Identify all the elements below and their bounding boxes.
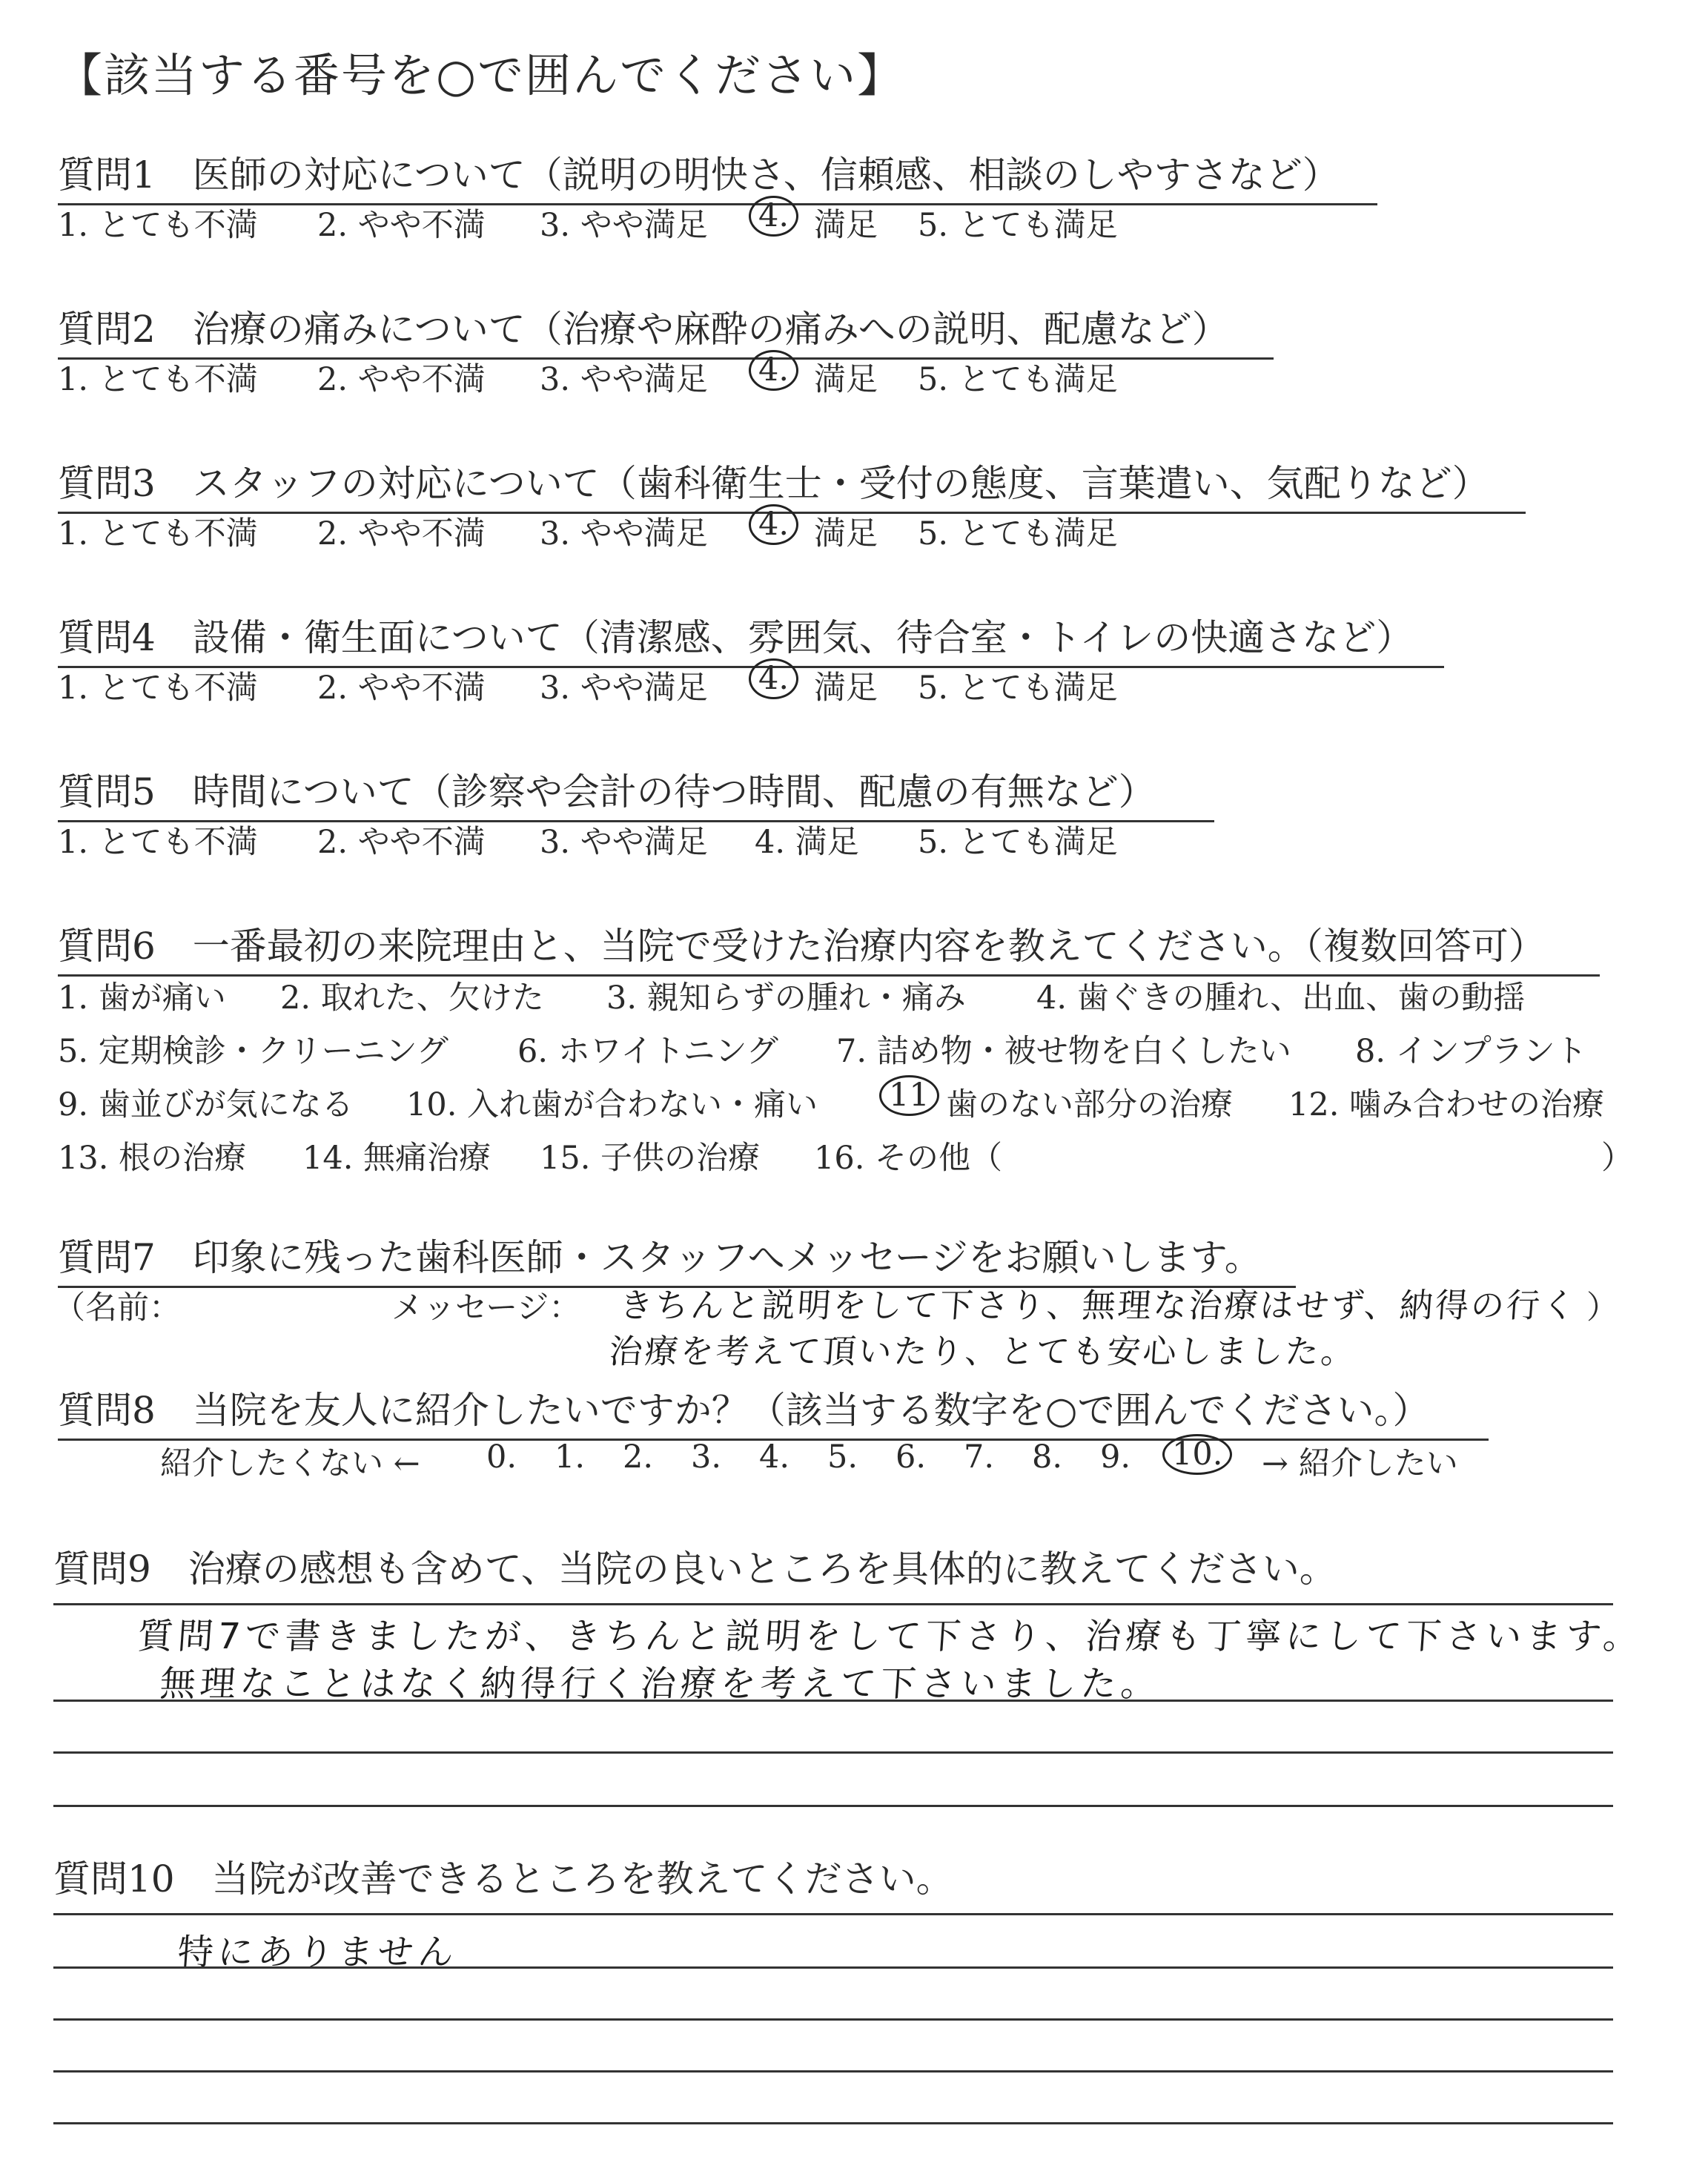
option-6[interactable]: 6. ホワイトニング bbox=[517, 1033, 778, 1070]
question-8-title: 質問8 当院を友人に紹介したいですか？（該当する数字を○で囲んでください。） bbox=[58, 1381, 1489, 1441]
question-7-title: 質問7 印象に残った歯科医師・スタッフへメッセージをお願いします。 bbox=[58, 1228, 1296, 1288]
scale-6[interactable]: 6. bbox=[896, 1439, 927, 1476]
message-handwritten-line-2[interactable]: 治療を考えて頂いたり、とても安心しました。 bbox=[607, 1332, 1358, 1371]
scale-3[interactable]: 3. bbox=[691, 1439, 722, 1476]
option-4-label: 満足 bbox=[814, 670, 878, 707]
option-3[interactable]: 3. やや満足 bbox=[540, 824, 708, 861]
option-5[interactable]: 5. とても満足 bbox=[918, 515, 1118, 552]
question-5-title: 質問5 時間について（診察や会計の待つ時間、配慮の有無など） bbox=[58, 762, 1214, 822]
option-16[interactable]: 16. その他（ bbox=[814, 1140, 1003, 1177]
question-3-title: 質問3 スタッフの対応について（歯科衛生士・受付の態度、言葉遣い、気配りなど） bbox=[58, 454, 1526, 514]
answer-line bbox=[53, 2018, 1613, 2021]
scale-right-label: → 紹介したい bbox=[1262, 1445, 1458, 1482]
answer-line bbox=[53, 1913, 1613, 1915]
option-2[interactable]: 2. やや不満 bbox=[317, 670, 486, 707]
option-4-label: 満足 bbox=[814, 207, 878, 244]
option-2[interactable]: 2. やや不満 bbox=[317, 361, 486, 398]
option-2[interactable]: 2. やや不満 bbox=[317, 515, 486, 552]
option-3[interactable]: 3. 親知らずの腫れ・痛み bbox=[606, 980, 966, 1017]
option-5[interactable]: 5. とても満足 bbox=[918, 824, 1118, 861]
message-handwritten-line-1[interactable]: きちんと説明をして下さり、無理な治療はせず、納得の行く bbox=[618, 1286, 1579, 1325]
name-label: （名前： bbox=[53, 1289, 181, 1327]
answer-line bbox=[53, 1751, 1613, 1754]
option-9[interactable]: 9. 歯並びが気になる bbox=[58, 1086, 354, 1123]
scale-left-label: 紹介したくない ← bbox=[160, 1445, 420, 1482]
option-11-circled[interactable]: 11 bbox=[879, 1075, 939, 1116]
option-7[interactable]: 7. 詰め物・被せ物を白くしたい bbox=[836, 1033, 1291, 1070]
message-close-paren: ） bbox=[1586, 1289, 1618, 1327]
q10-answer[interactable]: 特にありません bbox=[176, 1932, 460, 1973]
scale-0[interactable]: 0. bbox=[486, 1439, 517, 1476]
option-10[interactable]: 10. 入れ歯が合わない・痛い bbox=[406, 1086, 818, 1123]
option-1[interactable]: 1. とても不満 bbox=[58, 670, 258, 707]
question-9-title: 質問9 治療の感想も含めて、当院の良いところを具体的に教えてください。 bbox=[53, 1548, 1337, 1591]
question-10-title: 質問10 当院が改善できるところを教えてください。 bbox=[53, 1857, 953, 1900]
option-4[interactable]: 4. 満足 bbox=[755, 824, 859, 861]
option-4-label: 満足 bbox=[814, 361, 878, 398]
message-label: メッセージ： bbox=[391, 1289, 581, 1327]
answer-line bbox=[53, 1805, 1613, 1807]
scale-7[interactable]: 7. bbox=[964, 1439, 995, 1476]
option-14[interactable]: 14. 無痛治療 bbox=[302, 1140, 491, 1177]
option-1[interactable]: 1. 歯が痛い bbox=[58, 980, 226, 1017]
option-2[interactable]: 2. やや不満 bbox=[317, 207, 486, 244]
option-11-label: 歯のない部分の治療 bbox=[946, 1086, 1233, 1123]
option-15[interactable]: 15. 子供の治療 bbox=[540, 1140, 761, 1177]
q9-answer-line-1[interactable]: 質問7で書きましたが、きちんと説明をして下さり、治療も丁寧にして下さいます。 bbox=[136, 1616, 1645, 1657]
option-1[interactable]: 1. とても不満 bbox=[58, 824, 258, 861]
answer-line bbox=[53, 1603, 1613, 1605]
option-4-circled[interactable]: 4. bbox=[749, 504, 798, 545]
scale-8[interactable]: 8. bbox=[1032, 1439, 1063, 1476]
scale-1[interactable]: 1. bbox=[555, 1439, 586, 1476]
option-3[interactable]: 3. やや満足 bbox=[540, 670, 708, 707]
scale-5[interactable]: 5. bbox=[827, 1439, 858, 1476]
option-4-circled[interactable]: 4. bbox=[749, 196, 798, 237]
option-8[interactable]: 8. インプラント bbox=[1355, 1033, 1587, 1070]
option-3[interactable]: 3. やや満足 bbox=[540, 207, 708, 244]
option-2[interactable]: 2. やや不満 bbox=[317, 824, 486, 861]
option-4-label: 満足 bbox=[814, 515, 878, 552]
question-2-title: 質問2 治療の痛みについて（治療や麻酔の痛みへの説明、配慮など） bbox=[58, 300, 1274, 360]
option-4-circled[interactable]: 4. bbox=[749, 658, 798, 699]
option-4-circled[interactable]: 4. bbox=[749, 350, 798, 391]
scale-2[interactable]: 2. bbox=[623, 1439, 654, 1476]
q9-answer-line-2[interactable]: 無理なことはなく納得行く治療を考えて下さいました。 bbox=[158, 1663, 1162, 1705]
option-1[interactable]: 1. とても不満 bbox=[58, 361, 258, 398]
scale-10-circled[interactable]: 10. bbox=[1162, 1434, 1232, 1475]
option-5[interactable]: 5. とても満足 bbox=[918, 361, 1118, 398]
answer-line bbox=[53, 2122, 1613, 2124]
option-1[interactable]: 1. とても不満 bbox=[58, 207, 258, 244]
question-6-title: 質問6 一番最初の来院理由と、当院で受けた治療内容を教えてください。（複数回答可） bbox=[58, 916, 1600, 977]
option-13[interactable]: 13. 根の治療 bbox=[58, 1140, 247, 1177]
option-16-close-paren: ） bbox=[1601, 1140, 1633, 1177]
answer-line bbox=[53, 1966, 1613, 1969]
option-5[interactable]: 5. とても満足 bbox=[918, 670, 1118, 707]
scale-4[interactable]: 4. bbox=[759, 1439, 790, 1476]
option-2[interactable]: 2. 取れた、欠けた bbox=[280, 980, 544, 1017]
question-4-title: 質問4 設備・衛生面について（清潔感、雰囲気、待合室・トイレの快適さなど） bbox=[58, 608, 1444, 668]
option-3[interactable]: 3. やや満足 bbox=[540, 515, 708, 552]
option-1[interactable]: 1. とても不満 bbox=[58, 515, 258, 552]
option-12[interactable]: 12. 噛み合わせの治療 bbox=[1288, 1086, 1605, 1123]
option-5[interactable]: 5. とても満足 bbox=[918, 207, 1118, 244]
scale-9[interactable]: 9. bbox=[1100, 1439, 1131, 1476]
answer-line bbox=[53, 2070, 1613, 2073]
option-4[interactable]: 4. 歯ぐきの腫れ、出血、歯の動揺 bbox=[1036, 980, 1526, 1017]
option-3[interactable]: 3. やや満足 bbox=[540, 361, 708, 398]
question-1-title: 質問1 医師の対応について（説明の明快さ、信頼感、相談のしやすさなど） bbox=[58, 145, 1377, 205]
option-5[interactable]: 5. 定期検診・クリーニング bbox=[58, 1033, 448, 1070]
form-heading: 【該当する番号を○で囲んでください】 bbox=[56, 48, 905, 102]
